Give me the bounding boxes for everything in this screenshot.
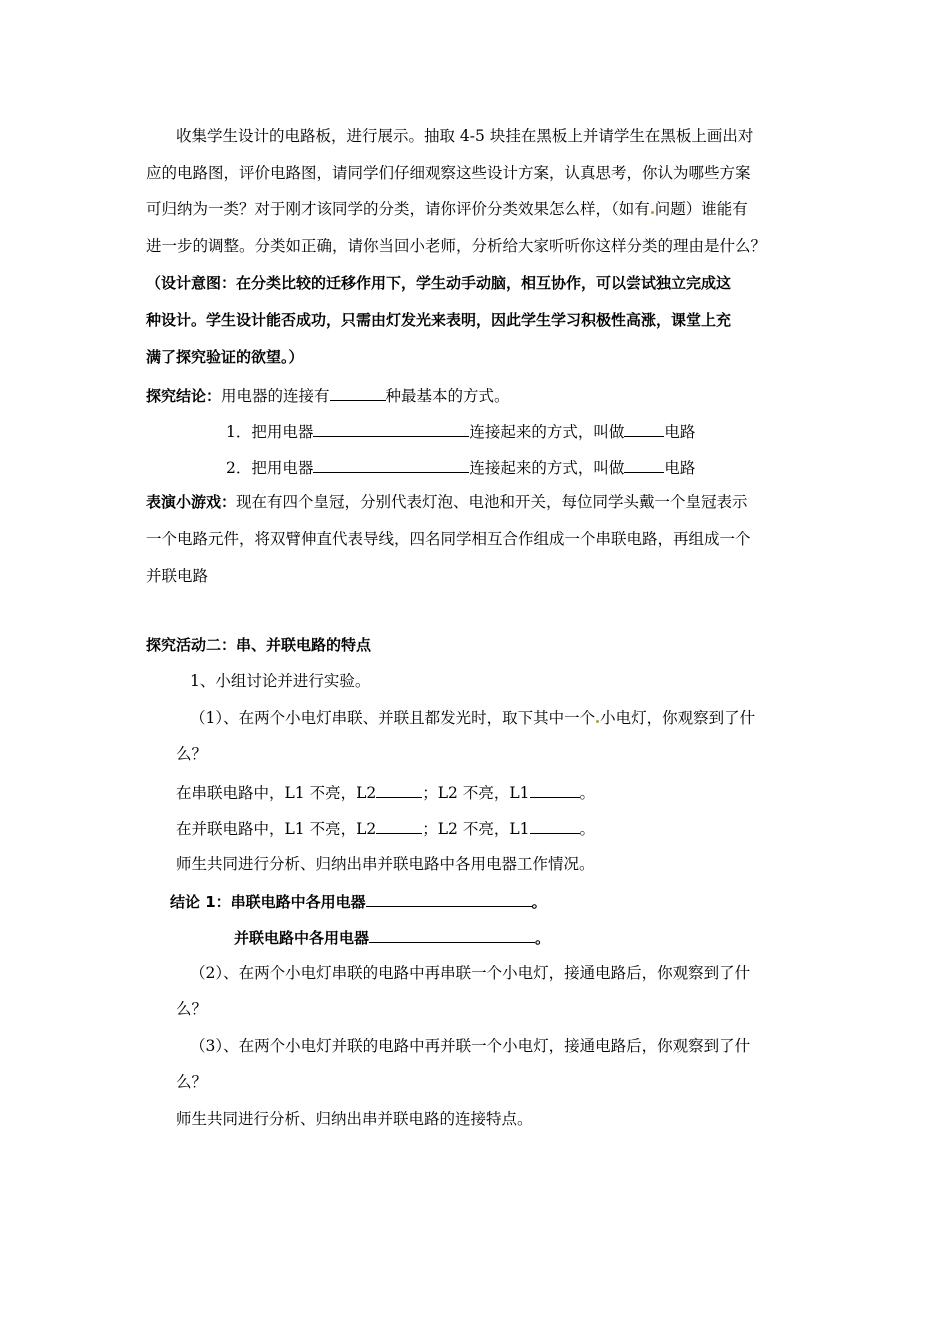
item1-text-c: 电路 xyxy=(664,423,696,441)
question-2: （2）、在两个小电灯串联的电路中再串联一个小电灯，接通电路后，你观察到了什 xyxy=(190,964,751,982)
concl1-text-a: 结论 1：串联电路中各用电器 xyxy=(170,893,366,911)
parallel-observation xyxy=(176,817,595,839)
concl1-text-b: 。 xyxy=(531,893,547,911)
parallel-text-c: 。 xyxy=(579,820,596,838)
blank-item1-type[interactable] xyxy=(624,420,664,437)
conclusion-item-1 xyxy=(226,420,695,442)
blank-item2-method[interactable] xyxy=(313,456,469,473)
q1-text-a: （1）、在两个小电灯串联、并联且都发光时，取下其中一个 xyxy=(190,709,596,727)
conclusion-item-2 xyxy=(226,456,695,478)
blank-item1-method[interactable] xyxy=(313,420,469,437)
analysis-1: 师生共同进行分析、归纳出串并联电路中各用电器工作情况。 xyxy=(176,855,595,873)
blank-series-l1[interactable] xyxy=(530,781,580,798)
question-3: （3）、在两个小电灯并联的电路中再并联一个小电灯，接通电路后，你观察到了什 xyxy=(190,1037,751,1055)
stray-mark xyxy=(651,211,654,214)
game-line-3: 并联电路 xyxy=(146,567,209,585)
series-observation xyxy=(176,781,595,803)
parallel-text-b: ；L2 不亮，L1 xyxy=(422,820,530,838)
series-text-b: ；L2 不亮，L1 xyxy=(422,784,530,802)
intro-line-3 xyxy=(146,199,748,219)
item1-text-a: 1．把用电器 xyxy=(226,423,314,441)
series-text-c: 。 xyxy=(579,784,596,802)
series-text-a: 在串联电路中，L1 不亮，L2 xyxy=(176,784,377,802)
conclusion-1-parallel xyxy=(234,926,550,948)
intro-line-2: 应的电路图，评价电路图，请同学们仔细观察这些设计方案，认真思考，你认为哪些方案 xyxy=(146,164,751,182)
conclusion-text-b: 种最基本的方式。 xyxy=(385,387,510,405)
blank-series-l2[interactable] xyxy=(376,781,422,798)
intro-line-4: 进一步的调整。分类如正确，请你当回小老师，分析给大家听听你这样分类的理由是什么？ xyxy=(146,237,767,255)
blank-parallel-l2[interactable] xyxy=(376,817,422,834)
item2-text-a: 2．把用电器 xyxy=(226,459,314,477)
q1-text-b: 小电灯，你观察到了什 xyxy=(600,709,756,727)
question-1 xyxy=(190,708,755,728)
question-3-end: 么？ xyxy=(176,1073,208,1091)
conclusion-text-a: 用电器的连接有 xyxy=(221,387,330,405)
question-1-end: 么？ xyxy=(176,745,208,763)
blank-count[interactable] xyxy=(330,384,386,401)
analysis-2: 师生共同进行分析、归纳出串并联电路的连接特点。 xyxy=(176,1110,533,1128)
intro-line-1: 收集学生设计的电路板，进行展示。抽取 4-5 块挂在黑板上并请学生在黑板上画出对 xyxy=(176,127,754,145)
design-intent-line-3: 满了探究验证的欲望。） xyxy=(146,348,304,366)
activity2-step1: 1、小组讨论并进行实验。 xyxy=(190,672,371,690)
conclusion-label: 探究结论： xyxy=(146,387,222,405)
item2-text-c: 电路 xyxy=(664,459,696,477)
blank-concl1-parallel[interactable] xyxy=(369,926,535,943)
concl1-text-c: 并联电路中各用电器 xyxy=(234,929,370,947)
design-intent-line-2: 种设计。学生设计能否成功，只需由灯发光来表明，因此学生学习积极性高涨，课堂上充 xyxy=(146,311,732,329)
design-intent-line-1: （设计意图：在分类比较的迁移作用下，学生动手动脑，相互协作，可以尝试独立完成这 xyxy=(146,274,732,292)
question-2-end: 么？ xyxy=(176,1000,208,1018)
blank-concl1-series[interactable] xyxy=(366,890,532,907)
conclusion-1-series xyxy=(170,890,547,912)
activity2-title: 探究活动二：串、并联电路的特点 xyxy=(146,636,372,654)
game-line-2: 一个电路元件，将双臂伸直代表导线，四名同学相互合作组成一个串联电路，再组成一个 xyxy=(146,530,751,548)
intro-line-3a: 可归纳为一类？对于刚才该同学的分类，请你评价分类效果怎么样，（如有 xyxy=(146,200,650,218)
item2-text-b: 连接起来的方式，叫做 xyxy=(469,459,625,477)
intro-line-3b: 问题）谁能有 xyxy=(654,200,748,218)
blank-parallel-l1[interactable] xyxy=(530,817,580,834)
game-text-1: 现在有四个皇冠，分别代表灯泡、电池和开关，每位同学头戴一个皇冠表示 xyxy=(236,493,748,511)
conclusion-line xyxy=(146,384,510,406)
item1-text-b: 连接起来的方式，叫做 xyxy=(469,423,625,441)
blank-item2-type[interactable] xyxy=(624,456,664,473)
game-label: 表演小游戏： xyxy=(146,493,237,511)
concl1-text-d: 。 xyxy=(535,929,551,947)
game-line-1 xyxy=(146,492,748,512)
parallel-text-a: 在并联电路中，L1 不亮，L2 xyxy=(176,820,377,838)
stray-mark xyxy=(596,720,599,723)
